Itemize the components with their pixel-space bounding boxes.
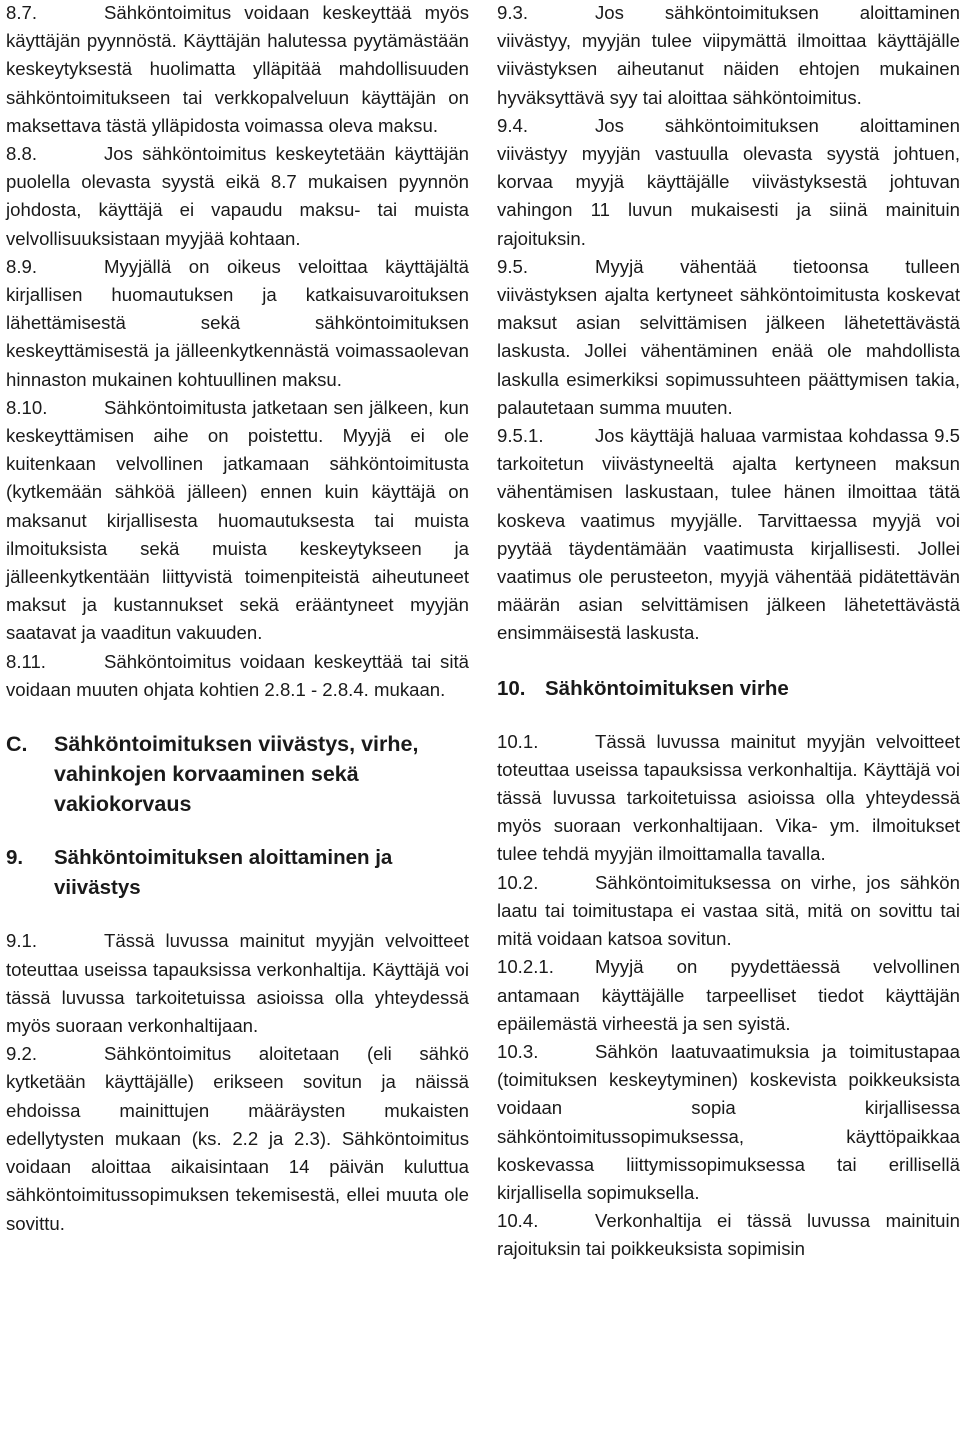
clause-number: 10.2.	[497, 871, 539, 893]
clause-number: 10.1.	[497, 730, 539, 752]
clause-8-10	[6, 394, 469, 648]
clause-text: Sähköntoimitus voidaan keskeyttää myös käyttäjän pyynnöstä. Käyttäjän halutessa pyytämästään keskeytyksestä huolimatta ylläpitää mahdollisuuden sähköntoimitukseen tai verkkopalveluun käyttäjän on maksettava tästä ylläpidosta voimassa oleva maksu.	[6, 2, 469, 136]
clause-text: Jos käyttäjä haluaa varmistaa kohdassa 9.5 tarkoitetun viivästyneeltä ajalta kertyneen maksun vähentämisen laskustaan, tulee hänen ilmoittaa tätä koskeva vaatimus myyjälle. Tarvittaessa myyjä voi pyytää täydentämään vaatimusta kirjallisesti. Jollei vaatimus ole perusteeton, myyjä vähentää pidätettävän määrän asian selvittämisen jälkeen lähetettävästä ensimmäisestä laskusta.	[497, 425, 960, 644]
heading-number: 9.	[6, 846, 24, 870]
heading-text: Sähköntoimituksen virhe	[545, 676, 789, 700]
heading-number: 10.	[497, 676, 526, 700]
clause-text: Tässä luvussa mainitut myyjän velvoitteet toteuttaa useissa tapauksissa verkonhaltija. Käyttäjä voi tässä luvussa tarkoitetuissa asioissa olla yhteydessä myös suoraan verkonhaltijaan.	[6, 930, 469, 1037]
clause-9-2	[6, 1040, 469, 1237]
clause-number: 8.8.	[6, 143, 38, 165]
clause-text: Myyjä on pyydettäessä velvollinen antamaan käyttäjälle tarpeelliset tiedot käyttäjän epäilemästä virheestä ja sen syistä.	[497, 956, 960, 1034]
clause-number: 9.3.	[497, 2, 529, 23]
heading-number: C.	[6, 732, 28, 757]
clause-9-3	[497, 0, 960, 112]
clause-text: Sähköntoimitus aloitetaan (eli sähkö kytketään käyttäjälle) erikseen sovitun ja näissä ehdoissa mainittujen määräysten mukaisten edellytysten mukaan (ks. 2.2 ja 2.3). Sähköntoimitus voidaan aloittaa aikaisintaan 14 päivän kuluttua sähköntoimitussopimuksen tekemisestä, ellei muuta ole sovittu.	[6, 1043, 469, 1234]
clause-number: 9.1.	[6, 930, 38, 952]
right-column	[497, 0, 960, 1264]
clause-number: 9.2.	[6, 1043, 38, 1065]
clause-10-1	[497, 728, 960, 869]
clause-text: Jos sähköntoimituksen aloittaminen viivästyy myyjän vastuulla olevasta syystä johtuen, korvaa myyjä käyttäjälle viivästyksestä johtuvan vahingon 11 luvun mukaisesti ja siinä mainituin rajoituksin.	[497, 114, 960, 249]
clause-number: 8.7.	[6, 2, 38, 23]
clause-10-2-1	[497, 953, 960, 1038]
clause-number: 8.10.	[6, 396, 48, 418]
clause-number: 10.4.	[497, 1210, 539, 1232]
clause-number: 8.9.	[6, 255, 38, 277]
clause-text: Sähkön laatuvaatimuksia ja toimitustapaa (toimituksen keskeytyminen) koskevista poikkeuksista voidaan sopia kirjallisessa sähköntoimitussopimuksessa, käyttöpaikkaa koskevassa liittymissopimuksessa tai erillisellä kirjallisella sopimuksella.	[497, 1040, 960, 1203]
clause-text: Tässä luvussa mainitut myyjän velvoitteet toteuttaa useissa tapauksissa verkonhaltija. Käyttäjä voi tässä luvussa tarkoitetuissa asioissa olla yhteydessä myös suoraan verkonhaltijaan. Vika- ym. ilmoitukset tulee tehdä myyjän ilmoittamalla tavalla.	[497, 730, 960, 865]
clause-10-3	[497, 1038, 960, 1207]
clause-10-4	[497, 1207, 960, 1263]
clause-8-8	[6, 140, 469, 253]
clause-number: 9.4.	[497, 114, 529, 136]
clause-text: Jos sähköntoimitus keskeytetään käyttäjän puolella olevasta syystä eikä 8.7 mukaisen pyynnön johdosta, käyttäjä ei vapaudu maksu- tai muista velvollisuuksistaan myyjää kohtaan.	[6, 143, 469, 249]
clause-10-2	[497, 869, 960, 954]
clause-8-9	[6, 253, 469, 394]
clause-9-5	[497, 253, 960, 422]
clause-text: Myyjällä on oikeus veloittaa käyttäjältä kirjallisen huomautuksen ja katkaisuvaroituksen lähettämisestä sekä sähköntoimituksen keskeyttämisestä ja jälleenkytkennästä voimassaolevan hinnaston mukainen kohtuullinen maksu.	[6, 255, 469, 390]
clause-text: Sähköntoimitus voidaan keskeyttää tai sitä voidaan muuten ohjata kohtien 2.8.1 - 2.8.4. mukaan.	[6, 650, 469, 700]
clause-number: 9.5.1.	[497, 425, 544, 447]
section-heading-10	[497, 674, 960, 704]
clause-text: Jos sähköntoimituksen aloittaminen viivästyy, myyjän tulee viipymättä ilmoittaa käyttäjälle viivästyksen aiheutanut näiden ehtojen mukainen hyväksyttävä syy tai aloittaa sähköntoimitus.	[497, 2, 960, 108]
left-column	[6, 0, 469, 1238]
clause-number: 8.11.	[6, 650, 46, 672]
clause-text: Sähköntoimitusta jatketaan sen jälkeen, kun keskeyttämisen aihe on poistettu. Myyjä ei ole kuitenkaan velvollinen jatkamaan sähköntoimitusta (kytkemään sähköä jälleen) ennen kuin käyttäjä on maksanut kirjallisesta huomautuksesta tai muista ilmoituksista sekä muista keskeytykseen ja jälleenkytkentään liittyvistä toimenpiteistä aiheutuneet maksut ja kustannukset sekä erääntyneet myyjän saatavat ja vaaditun vakuuden.	[6, 396, 469, 644]
clause-8-11	[6, 648, 469, 704]
clause-text: Verkonhaltija ei tässä luvussa mainituin rajoituksin tai poikkeuksista sopimisin	[497, 1210, 960, 1260]
heading-text: Sähköntoimituksen viivästys, virhe, vahinkojen korvaaminen sekä vakiokorvaus	[54, 732, 419, 816]
clause-9-1	[6, 927, 469, 1040]
clause-number: 10.2.1.	[497, 956, 554, 978]
clause-text: Myyjä vähentää tietoonsa tulleen viivästyksen ajalta kertyneet sähköntoimitusta koskevat maksut asian selvittämisen jälkeen lähetettävästä laskusta. Jollei vähentäminen enää ole mahdollista laskulla esimerkiksi sopimussuhteen päättymisen takia, palautetaan summa muuten.	[497, 255, 960, 418]
clause-8-7	[6, 0, 469, 140]
clause-number: 9.5.	[497, 255, 529, 277]
section-heading-c	[6, 730, 469, 819]
clause-9-5-1	[497, 422, 960, 648]
section-heading-9	[6, 843, 469, 903]
clause-number: 10.3.	[497, 1040, 539, 1062]
clause-text: Sähköntoimituksessa on virhe, jos sähkön laatu tai toimitustapa ei vastaa sitä, mitä on sovittu tai mitä voidaan katsoa sovitun.	[497, 871, 960, 950]
heading-text: Sähköntoimituksen aloittaminen ja viivästys	[54, 846, 393, 900]
clause-9-4	[497, 112, 960, 253]
